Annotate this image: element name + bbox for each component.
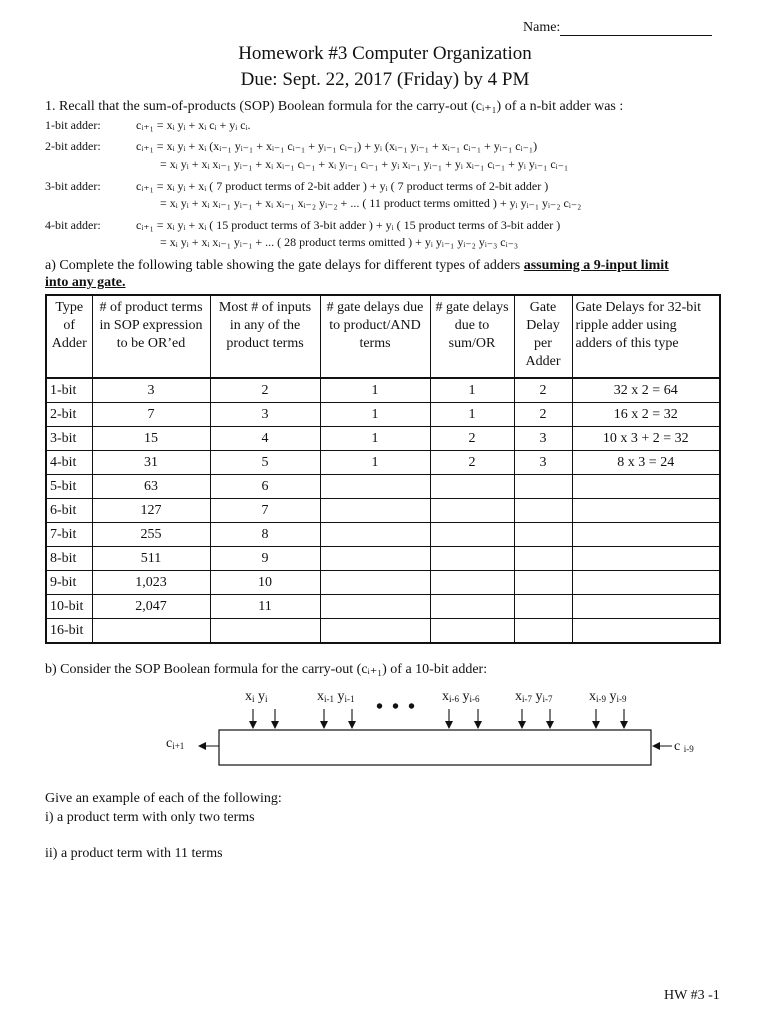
cell-gate-delay[interactable]: 3: [514, 451, 572, 475]
example-ii: ii) a product term with 11 terms: [45, 846, 223, 861]
cell-ripple-delays[interactable]: 8 x 3 = 24: [572, 451, 720, 475]
header-ripple-delays: Gate Delays for 32-bit ripple adder using adders of this type: [572, 295, 720, 378]
formula-3bit-line2: = xᵢ yᵢ + xᵢ xᵢ₋₁ yᵢ₋₁ + xᵢ xᵢ₋₁ xᵢ₋₂ yᵢ₋₂ + ... ( 11 product terms omitted ) + yᵢ yᵢ₋₁ yᵢ₋₂ cᵢ₋₂: [160, 196, 582, 210]
cell-or-delays[interactable]: 2: [430, 451, 514, 475]
cell-most-inputs: 3: [210, 403, 320, 427]
cell-type: 5-bit: [46, 475, 92, 499]
qa-text-emphasis: assuming a 9-input limit: [523, 258, 669, 273]
cell-most-inputs: 6: [210, 475, 320, 499]
header-and-delays: # gate delays due to product/AND terms: [320, 295, 430, 378]
cell-most-inputs: 9: [210, 547, 320, 571]
cell-product-terms: 1,023: [92, 571, 210, 595]
header-gate-delay: Gate Delay per Adder: [514, 295, 572, 378]
cell-type: 1-bit: [46, 378, 92, 403]
cell-type: 7-bit: [46, 523, 92, 547]
cell-product-terms: 2,047: [92, 595, 210, 619]
formula-3bit-line1: cᵢ₊₁ = xᵢ yᵢ + xᵢ ( 7 product terms of 2-bit adder ) + yᵢ ( 7 product terms of 2-bit adder ): [136, 179, 549, 193]
header-or-delays: # gate delays due to sum/OR: [430, 295, 514, 378]
formula-2bit-line2: = xᵢ yᵢ + xᵢ xᵢ₋₁ yᵢ₋₁ + xᵢ xᵢ₋₁ cᵢ₋₁ + xᵢ yᵢ₋₁ cᵢ₋₁ + yᵢ xᵢ₋₁ yᵢ₋₁ + yᵢ xᵢ₋₁ cᵢ₋₁ + yᵢ yᵢ₋₁ cᵢ₋₁: [160, 157, 569, 171]
q1-intro: 1. Recall that the sum-of-products (SOP) Boolean formula for the carry-out (cᵢ₊₁) of a n-bit adder was :: [45, 99, 624, 114]
cell-type: 2-bit: [46, 403, 92, 427]
input-label-i: $x_i$ $y_i$: [245, 689, 268, 704]
input-label-i-7: $x_{i-7}$ $y_{i-7}$: [515, 689, 553, 704]
adder-label-4bit: 4-bit adder:: [45, 218, 101, 232]
formula-4bit-line2: = xᵢ yᵢ + xᵢ xᵢ₋₁ yᵢ₋₁ + ... ( 28 product terms omitted ) + yᵢ yᵢ₋₁ yᵢ₋₂ yᵢ₋₃ cᵢ₋₃: [160, 235, 519, 249]
input-arrows: [253, 709, 624, 728]
cell-product-terms: 31: [92, 451, 210, 475]
adder-label-1bit: 1-bit adder:: [45, 118, 101, 132]
qb-text: b) Consider the SOP Boolean formula for the carry-out (cᵢ₊₁) of a 10-bit adder:: [45, 662, 488, 677]
cell-ripple-delays[interactable]: 16 x 2 = 32: [572, 403, 720, 427]
examples-intro: Give an example of each of the following:: [45, 791, 282, 806]
qa-text-prefix: a) Complete the following table showing the gate delays for different types of adders: [45, 258, 524, 273]
cell-gate-delay[interactable]: 2: [514, 403, 572, 427]
cell-type: 4-bit: [46, 451, 92, 475]
page-number: HW #3 -1: [664, 988, 720, 1003]
cell-type: 3-bit: [46, 427, 92, 451]
cell-type: 9-bit: [46, 571, 92, 595]
cell-and-delays[interactable]: 1: [320, 378, 430, 403]
cell-most-inputs: 4: [210, 427, 320, 451]
cell-ripple-delays[interactable]: 32 x 2 = 64: [572, 378, 720, 403]
ellipsis-dots: • • •: [376, 696, 418, 718]
cell-type: 16-bit: [46, 619, 92, 644]
cell-or-delays[interactable]: 1: [430, 403, 514, 427]
cell-most-inputs: 2: [210, 378, 320, 403]
qa-text-line2: into any gate.: [45, 275, 126, 290]
cell-product-terms: 7: [92, 403, 210, 427]
cell-most-inputs: 5: [210, 451, 320, 475]
cell-product-terms: 63: [92, 475, 210, 499]
cell-or-delays[interactable]: 1: [430, 378, 514, 403]
formula-2bit-line1: cᵢ₊₁ = xᵢ yᵢ + xᵢ (xᵢ₋₁ yᵢ₋₁ + xᵢ₋₁ cᵢ₋₁ + yᵢ₋₁ cᵢ₋₁) + yᵢ (xᵢ₋₁ yᵢ₋₁ + xᵢ₋₁ cᵢ₋₁ + yᵢ₋₁ cᵢ₋₁): [136, 139, 538, 153]
carry-in-label: c $_{i-9}$: [674, 739, 694, 754]
cell-product-terms: 127: [92, 499, 210, 523]
input-label-i-6: $x_{i-6}$ $y_{i-6}$: [442, 689, 480, 704]
cell-product-terms: 3: [92, 378, 210, 403]
page-title: Homework #3 Computer Organization: [238, 43, 532, 64]
example-i: i) a product term with only two terms: [45, 810, 255, 825]
cell-type: 10-bit: [46, 595, 92, 619]
cell-product-terms: 511: [92, 547, 210, 571]
cell-most-inputs: 10: [210, 571, 320, 595]
cell-product-terms: 15: [92, 427, 210, 451]
cell-most-inputs: 8: [210, 523, 320, 547]
header-type: Type of Adder: [46, 295, 92, 378]
cell-gate-delay[interactable]: 3: [514, 427, 572, 451]
header-product-terms: # of product terms in SOP expression to be OR’ed: [92, 295, 210, 378]
adder-box: [219, 730, 651, 765]
cell-and-delays[interactable]: 1: [320, 427, 430, 451]
cell-and-delays[interactable]: 1: [320, 403, 430, 427]
cell-gate-delay[interactable]: 2: [514, 378, 572, 403]
input-label-i-9: $x_{i-9}$ $y_{i-9}$: [589, 689, 627, 704]
cell-product-terms: 255: [92, 523, 210, 547]
cell-most-inputs: 11: [210, 595, 320, 619]
carry-out-label: $c_{i+1}$: [166, 736, 185, 751]
input-label-i-1: $x_{i-1}$ $y_{i-1}$: [317, 689, 355, 704]
header-most-inputs: Most # of inputs in any of the product terms: [210, 295, 320, 378]
cell-or-delays[interactable]: 2: [430, 427, 514, 451]
formula-1bit: cᵢ₊₁ = xᵢ yᵢ + xᵢ cᵢ + yᵢ cᵢ.: [136, 118, 251, 132]
formula-4bit-line1: cᵢ₊₁ = xᵢ yᵢ + xᵢ ( 15 product terms of 3-bit adder ) + yᵢ ( 15 product terms of 3-bit adder ): [136, 218, 561, 232]
adder-label-3bit: 3-bit adder:: [45, 179, 101, 193]
cell-most-inputs: 7: [210, 499, 320, 523]
cell-type: 6-bit: [46, 499, 92, 523]
name-label: Name:: [523, 20, 561, 35]
adder-label-2bit: 2-bit adder:: [45, 139, 101, 153]
cell-and-delays[interactable]: 1: [320, 451, 430, 475]
due-date: Due: Sept. 22, 2017 (Friday) by 4 PM: [240, 69, 530, 90]
cell-type: 8-bit: [46, 547, 92, 571]
cell-ripple-delays[interactable]: 10 x 3 + 2 = 32: [572, 427, 720, 451]
